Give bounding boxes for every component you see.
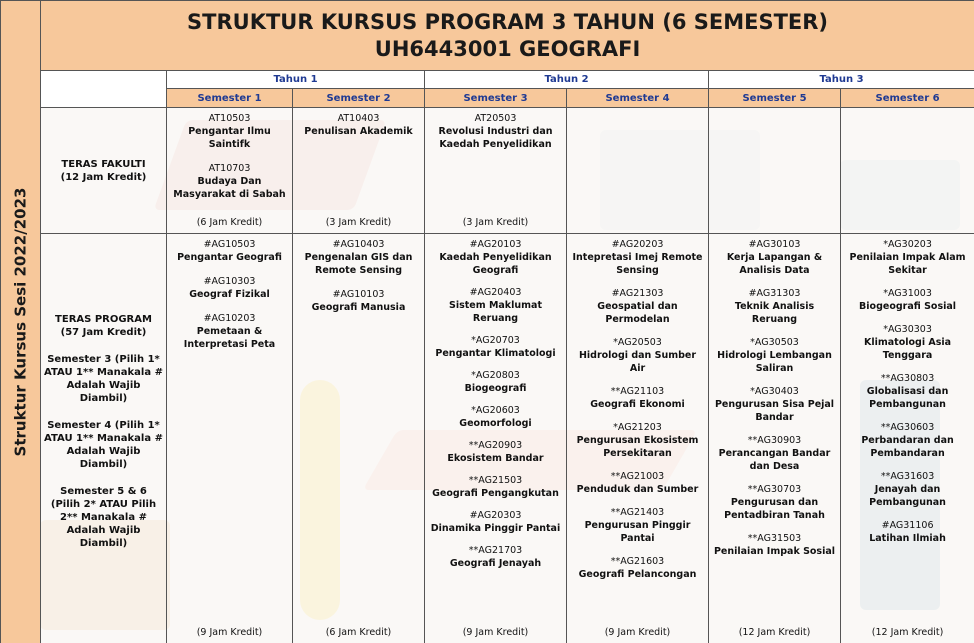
credit-total: (3 Jam Kredit) <box>462 217 529 228</box>
course-item <box>844 421 971 460</box>
year-header-1: Tahun 1 <box>167 71 425 89</box>
course-item <box>570 287 705 326</box>
course-name: Pengurusan dan Pentadbiran Tanah <box>724 497 825 521</box>
course-code: *AG31003 <box>883 288 932 299</box>
course-item <box>428 439 563 465</box>
credit-total: (12 Jam Kredit) <box>738 627 811 638</box>
course-item <box>296 112 421 138</box>
course-item <box>712 434 837 473</box>
course-name: Klimatologi Asia Tenggara <box>864 337 952 361</box>
course-code: #AG20303 <box>469 510 522 521</box>
course-item <box>570 336 705 375</box>
course-item <box>570 238 705 277</box>
course-name: Jenayah dan Pembangunan <box>869 484 946 508</box>
course-item <box>712 532 837 558</box>
course-code: **AG30803 <box>880 373 935 384</box>
side-label-cell <box>1 1 41 643</box>
course-name: Geografi Manusia <box>311 302 406 313</box>
course-code: #AG31303 <box>748 288 801 299</box>
course-name: Kaedah Penyelidikan Geografi <box>439 252 552 276</box>
program-sem5 <box>709 234 841 643</box>
fakulti-sem5 <box>709 108 841 234</box>
teras-fakulti-label <box>41 108 167 234</box>
semester-header-6: Semester 6 <box>841 89 974 108</box>
course-name: Geomorfologi <box>459 418 532 429</box>
course-item <box>844 287 971 313</box>
course-code: #AG10103 <box>332 289 385 300</box>
program-sem2 <box>293 234 425 643</box>
teras-program-label <box>41 234 167 643</box>
page-title: STRUKTUR KURSUS PROGRAM 3 TAHUN (6 SEMESTER) <box>187 9 829 34</box>
course-name: Dinamika Pinggir Pantai <box>430 523 561 534</box>
course-name: Geograf Fizikal <box>189 289 270 300</box>
course-name: Budaya Dan Masyarakat di Sabah <box>173 176 286 200</box>
course-name: Revolusi Industri dan Kaedah Penyelidikan <box>438 126 553 150</box>
course-item <box>428 334 563 360</box>
course-code: **AG21003 <box>610 471 665 482</box>
course-item <box>712 385 837 424</box>
course-code: #AG10503 <box>203 239 256 250</box>
course-code: *AG20503 <box>613 337 662 348</box>
credit-total: (6 Jam Kredit) <box>325 627 392 638</box>
course-item <box>570 555 705 581</box>
course-item <box>712 238 837 277</box>
course-name: Pengurusan Pinggir Pantai <box>584 520 691 544</box>
course-code: #AG20203 <box>611 239 664 250</box>
semester-header-2: Semester 2 <box>293 89 425 108</box>
course-item <box>570 385 705 411</box>
course-name: Latihan Ilmiah <box>869 533 946 544</box>
header-blank <box>41 71 167 108</box>
course-code: #AG31106 <box>881 520 934 531</box>
course-name: Geografi Ekonomi <box>590 399 685 410</box>
course-item <box>428 544 563 570</box>
course-item <box>170 275 289 301</box>
semester-header-1: Semester 1 <box>167 89 293 108</box>
semester-header-4: Semester 4 <box>567 89 709 108</box>
course-name: Hidrologi dan Sumber Air <box>578 350 697 374</box>
course-code: #AG10303 <box>203 276 256 287</box>
credit-total: (3 Jam Kredit) <box>325 217 392 228</box>
course-item <box>844 372 971 411</box>
course-item <box>712 483 837 522</box>
teras-program-heading <box>44 313 163 339</box>
side-label: Struktur Kursus Sesi 2022/2023 <box>11 187 29 457</box>
course-item <box>428 238 563 277</box>
course-code: #AG30103 <box>748 239 801 250</box>
category-credit: (57 Jam Kredit) <box>60 327 147 338</box>
course-item <box>296 288 421 314</box>
course-code: #AG21303 <box>611 288 664 299</box>
program-code-title: UH6443001 GEOGRAFI <box>374 36 641 61</box>
program-sem3 <box>425 234 567 643</box>
course-item <box>170 238 289 264</box>
course-name: Geospatial dan Permodelan <box>597 301 678 325</box>
course-code: **AG31603 <box>880 471 935 482</box>
course-name: Biogeografi Sosial <box>859 301 957 312</box>
course-code: AT10503 <box>208 113 251 124</box>
credit-total: (9 Jam Kredit) <box>604 627 671 638</box>
course-item <box>428 286 563 325</box>
course-name: Penilaian Impak Sosial <box>713 546 836 557</box>
course-name: Perbandaran dan Pembandaran <box>861 435 954 459</box>
fakulti-sem2 <box>293 108 425 234</box>
category-title: TERAS FAKULTI <box>61 158 146 170</box>
course-name: Sistem Maklumat Reruang <box>449 300 542 324</box>
program-sem1 <box>167 234 293 643</box>
category-credit: (12 Jam Kredit) <box>60 171 147 183</box>
course-name: Pengantar Ilmu Saintifk <box>188 126 271 150</box>
semester-header-5: Semester 5 <box>709 89 841 108</box>
course-item <box>170 112 289 151</box>
course-item <box>844 470 971 509</box>
semester-3-note: Semester 3 (Pilih 1* ATAU 1** Manakala # Adalah Wajib Diambil) <box>44 354 163 404</box>
course-code: AT10403 <box>337 113 380 124</box>
course-name: Penduduk dan Sumber <box>576 484 699 495</box>
course-item <box>844 323 971 362</box>
year-header-2: Tahun 2 <box>425 71 709 89</box>
course-code: **AG21503 <box>468 475 523 486</box>
fakulti-sem4 <box>567 108 709 234</box>
course-name: Pengantar Klimatologi <box>435 348 556 359</box>
course-name: Pengurusan Sisa Pejal Bandar <box>714 399 835 423</box>
title-cell <box>41 1 974 71</box>
fakulti-sem6 <box>841 108 974 234</box>
course-name: Geografi Pelancongan <box>578 569 697 580</box>
course-code: #AG20403 <box>469 287 522 298</box>
course-name: Teknik Analisis Reruang <box>734 301 815 325</box>
credit-total: (9 Jam Kredit) <box>196 627 263 638</box>
course-name: Geografi Jenayah <box>449 558 542 569</box>
course-name: Pemetaan & Interpretasi Peta <box>183 326 276 350</box>
course-name: Pengantar Geografi <box>177 252 282 263</box>
course-name: Hidrologi Lembangan Saliran <box>717 350 832 374</box>
course-code: #AG20103 <box>469 239 522 250</box>
program-sem6 <box>841 234 974 643</box>
course-code: **AG30903 <box>747 435 802 446</box>
course-code: *AG20603 <box>471 405 520 416</box>
course-item <box>570 506 705 545</box>
course-name: Ekosistem Bandar <box>447 453 544 464</box>
course-item <box>170 162 289 201</box>
course-name: Penulisan Akademik <box>304 126 413 137</box>
program-sem4 <box>567 234 709 643</box>
course-item <box>428 112 563 151</box>
course-name: Pengenalan GIS dan Remote Sensing <box>304 252 413 276</box>
year-header-3: Tahun 3 <box>709 71 974 89</box>
course-name: Biogeografi <box>464 383 527 394</box>
course-item <box>844 519 971 545</box>
course-item <box>712 287 837 326</box>
course-item <box>296 238 421 277</box>
course-name: Penilaian Impak Alam Sekitar <box>849 252 966 276</box>
course-code: **AG31503 <box>747 533 802 544</box>
course-code: #AG10403 <box>332 239 385 250</box>
course-code: *AG30403 <box>750 386 799 397</box>
course-code: **AG21403 <box>610 507 665 518</box>
course-name: Globalisasi dan Pembangunan <box>866 386 949 410</box>
course-code: *AG30303 <box>883 324 932 335</box>
course-item <box>428 509 563 535</box>
course-code: AT20503 <box>474 113 517 124</box>
course-item <box>428 369 563 395</box>
course-code: **AG21603 <box>610 556 665 567</box>
course-name: Kerja Lapangan & Analisis Data <box>726 252 823 276</box>
course-item <box>712 336 837 375</box>
course-code: **AG30703 <box>747 484 802 495</box>
course-item <box>570 470 705 496</box>
course-code: **AG21103 <box>610 386 665 397</box>
course-name: Perancangan Bandar dan Desa <box>718 448 831 472</box>
course-code: *AG20703 <box>471 335 520 346</box>
course-name: Intepretasi Imej Remote Sensing <box>572 252 703 276</box>
semester-4-note: Semester 4 (Pilih 1* ATAU 1** Manakala # Adalah Wajib Diambil) <box>44 420 163 470</box>
course-item <box>570 421 705 460</box>
semester-header-3: Semester 3 <box>425 89 567 108</box>
category-title: TERAS PROGRAM <box>55 314 152 325</box>
course-item <box>428 404 563 430</box>
course-code: #AG10203 <box>203 313 256 324</box>
course-name: Pengurusan Ekosistem Persekitaran <box>576 435 699 459</box>
semester-5-6-note: Semester 5 & 6 (Pilih 2* ATAU Pilih 2** Manakala # Adalah Wajib Diambil) <box>50 486 157 549</box>
course-code: **AG20903 <box>468 440 523 451</box>
course-name: Geografi Pengangkutan <box>432 488 559 499</box>
credit-total: (9 Jam Kredit) <box>462 627 529 638</box>
fakulti-sem1 <box>167 108 293 234</box>
course-code: *AG21203 <box>613 422 662 433</box>
course-item <box>428 474 563 500</box>
course-item <box>170 312 289 351</box>
course-item <box>844 238 971 277</box>
course-code: **AG21703 <box>468 545 523 556</box>
course-code: AT10703 <box>208 163 251 174</box>
credit-total: (12 Jam Kredit) <box>871 627 944 638</box>
fakulti-sem3 <box>425 108 567 234</box>
credit-total: (6 Jam Kredit) <box>196 217 263 228</box>
course-code: **AG30603 <box>880 422 935 433</box>
course-code: *AG30503 <box>750 337 799 348</box>
course-code: *AG20803 <box>471 370 520 381</box>
course-code: *AG30203 <box>883 239 932 250</box>
